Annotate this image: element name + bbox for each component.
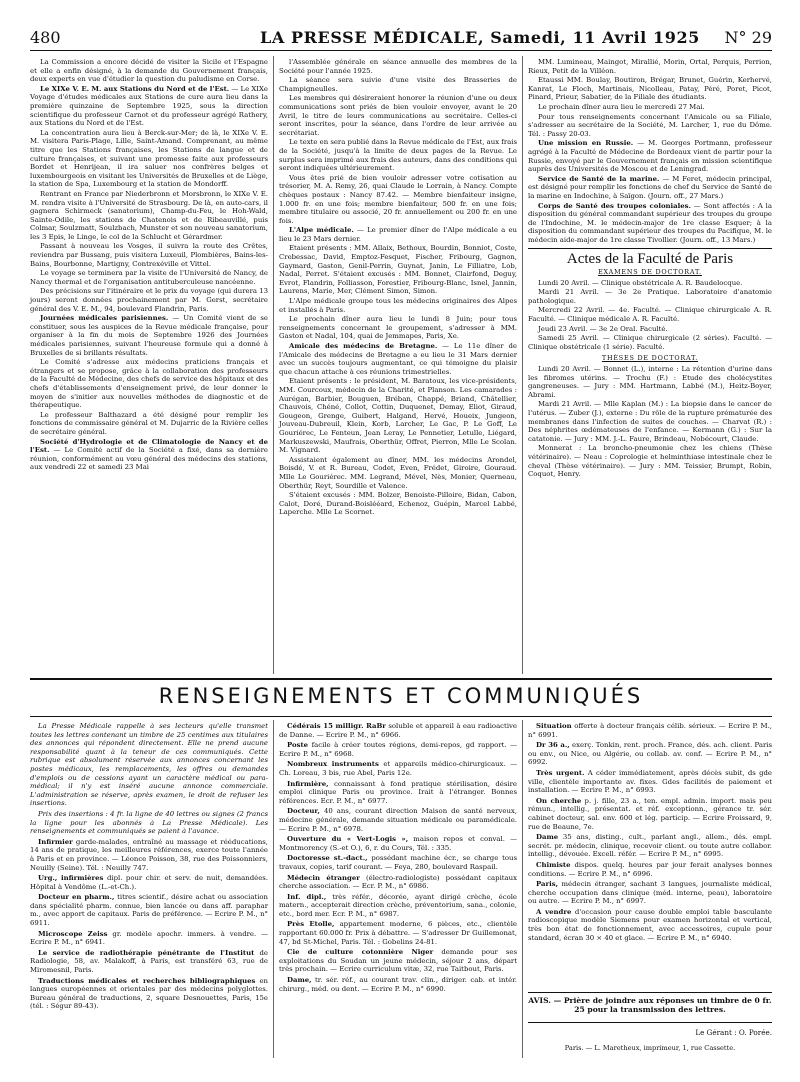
paragraph-text: Le prochain dîner aura lieu le lundi 8 Juin; pour tous renseignements concernant le groupement, s'adresser à MM. Gaston et Nadal, 104, quai de Jemmapes, Paris, Xe. — [279, 315, 517, 341]
ads-column-3 — [528, 722, 772, 944]
column-divider — [522, 720, 523, 1058]
news-paragraph — [528, 103, 772, 112]
section-banner: RENSEIGNEMENTS ET COMMUNIQUÉS — [158, 684, 644, 708]
classified-ad — [30, 722, 268, 808]
news-paragraph — [528, 76, 772, 102]
ad-text: d'occasion pour cause double emploi table basculante radioscopique modèle Siemens pour examen horizontal et vertical, très bon état de fonctionnement, avec accessoires, cupule pour standard, écran 30 × 40 et glace. — Ecrire P. M., n° 6940. — [528, 907, 772, 942]
paragraph-text: La séance sera suivie d'une visite des Brasseries de Champigneulles. — [279, 76, 517, 93]
column-divider — [273, 720, 274, 1058]
ad-text: La Presse Médicale rappelle à ses lecteurs qu'elle transmet toutes les lettres contenant un timbre de 25 centimes aux titulaires des annonces qui répondent directement. Elle ne prend aucune responsabilité quant à la teneur de ces communiqués. Cette rubrique est absolument réservée aux annonces concernant les postes médicaux, les remplacements, les offres ou demandes d'emplois ou de cessions ayant un caractère médical ou para-médical; il n'y est inséré aucune annonce commerciale. L'administration se réserve, après examen, le droit de refuser les insertions. — [30, 722, 268, 808]
ads-column-1 — [30, 722, 268, 1013]
paragraph-text: — M. Georges Portmann, professeur agrégé à la Faculté de Médecine de Bordeaux vient de partir pour la Russie, envoyé par le Gouvernement français en mission scientifique auprès des Universités de Moscou et de Leningrad. — [528, 139, 773, 174]
ad-lead: Doctoresse st.-dact., — [287, 854, 368, 863]
paragraph-text: Passant à nouveau les Vosges, il suivra la route des Crêtes, reviendra par Bussang, puis visitera Luxeuil, Plombières, Bains-les-Bains, Bourbonne, Martigny, Contrexéville et Vittel. — [30, 242, 268, 268]
ad-lead: Près Etolle, — [287, 920, 335, 929]
classified-ad — [30, 977, 268, 1011]
ad-text: A céder immédiatement, après décès subit, ds gde ville, clientèle importante av. fixes. Gdes facilités de paiement et installation. — Ecrire P. M., n° 6993. — [528, 768, 772, 795]
news-paragraph — [30, 129, 268, 189]
ad-lead: Situation — [536, 722, 572, 730]
classified-ad — [279, 780, 517, 806]
printer-line: Paris. — L. Maretheux, imprimeur, 1, rue Cassette. — [564, 1044, 736, 1052]
classified-ad — [279, 835, 517, 852]
classified-ad — [30, 930, 268, 947]
paragraph-text: Assistaient également au dîner, MM. les médecins Arondel, Boisdé, V. et R. Bureau, Codet, Even, Frédet, Giroire, Gouraud. Mlle Le Gouriérec. MM. Legrand, Mével, Nès, Monier, Querneau, Oberthür, Reyt, Sourdille et Valence. — [279, 455, 517, 490]
ad-text: titres scientif., désire achat ou association dans spécialité pharm. connue, bien lancée ou dans aff. paraphar m., avec apport de capitaux. Paris de préférence. — Ecrire P. M., n° 6911. — [30, 893, 268, 928]
ad-lead: Chimiste — [536, 860, 571, 869]
news-paragraph — [279, 377, 517, 454]
theses-title: THÈSES DE DOCTORAT. — [601, 354, 699, 363]
news-column-3 — [528, 58, 772, 480]
paragraph-text: Le Comité s'adresse aux médecins praticiens français et étrangers et se propose, grâce à la collaboration des professeurs de la Faculté de Médecine, des chefs de service des hôpitaux et des chefs d'établissements d'enseignement privé, de leur donner le moyen de s'initier aux nouvelles méthodes de diagnostic et de thérapeutique. — [30, 358, 268, 410]
classified-ad — [279, 722, 517, 739]
list-item: Mercredi 22 Avril. — 4e. Faculté. — Clinique chirurgicale A. R. Faculté. — Clinique médicale A. R. Faculté. — [528, 306, 772, 324]
list-item: Jeudi 23 Avril. — 3e 2e Oral. Faculté. — [538, 324, 668, 333]
ad-lead: Docteur en pharm., — [38, 893, 115, 902]
ad-text: très référ., décorée, ayant dirigé crèche, école matern., accepterait direction crèche, préventorium, sana., colonie, etc., bord mer. Ecr. P. M., n° 6987. — [279, 892, 518, 918]
ad-lead: Dame — [536, 833, 559, 842]
ad-text: 40 ans, courant direction Maison de santé nerveux, médecine générale, demande situation médicale ou paramédicale. — Ecrire P. M., n° 6978. — [279, 807, 517, 833]
ad-text: et appareils médico-chirurgicaux. — Ch. Loreau, 3 bis, rue Abel, Paris 12e. — [279, 760, 517, 777]
news-paragraph — [279, 174, 517, 226]
ad-text: connaissant à fond pratique stérilisation, désire emploi clinique Paris ou province. Irait à l'étranger. Bonnes références. Ecr. P. M., n° 6977. — [279, 779, 518, 805]
classified-ad — [30, 949, 268, 975]
section-heading: Amicale des médecins de Bretagne. — [289, 342, 438, 350]
ad-text: 35 ans, disting., cult., parlant angl., allem., dés. empl. secrét. pr. médecin, clinique, recevoir client. ou toute autre collabor. intellig., dévouée. Excell. référ. — Ecrire P. M., n° 6995. — [528, 833, 772, 859]
classified-ad — [528, 861, 772, 878]
paragraph-text: Des précisions sur l'itinéraire et le prix du voyage (qui durera 13 jours) seront données prochainement par M. Gerst, secrétaire général des V. E. M., 94, boulevard Flandrin, Paris. — [30, 287, 268, 313]
list-item: Lundi 20 Avril. — Clinique obstétricale A. R. Baudelocque. — [538, 278, 743, 287]
ad-text: p. j. fille, 23 a., ten. empl. admin. import. mais peu rémun., intellig., présentat. et réf. exceptionn., gérance tr. sér. cabinet docteur, sal. env. 600 et lég. particip. — Ecrire Froissard, 9, rue de Beaune, 7e. — [528, 796, 772, 831]
news-paragraph — [528, 202, 772, 245]
ad-text: demande pour ses exploitations du Soudan un jeune médecin, séjour 2 ans, départ très prochain. — Ecrire curriculum vitæ, 32, rue Taitbout, Paris. — [279, 948, 517, 974]
classified-ad — [279, 807, 517, 833]
paragraph-text: S'étaient excusés : MM. Bolzer, Benoiste-Pilloire, Bidan, Cabon, Calot, Doré, Durand-Boislééard, Echenoz, Guépin, Marcel Labbé, Laperche. Mlle Le Scornet. — [279, 491, 517, 517]
news-paragraph — [279, 138, 517, 172]
list-item: Mardi 21 Avril. — 3e 2e Pratique. Laboratoire d'anatomie pathologique. — [528, 288, 772, 305]
column-divider — [522, 56, 523, 674]
section-rule — [30, 716, 772, 717]
news-paragraph — [30, 438, 268, 472]
news-paragraph — [30, 411, 268, 437]
paragraph-text: — Le premier dîner de l'Alpe médicale a eu lieu le 23 Mars dernier. — [279, 226, 517, 243]
paragraph-text: La Commission a encore décidé de visiter la Sicile et l'Espagne et elle a enfin désigné, à la demande du Gouvernement français, deux experts en vue d'étudier la question du paludisme en Corse. — [30, 58, 268, 84]
ad-lead: Paris, — [536, 880, 558, 889]
news-paragraph — [279, 491, 517, 517]
classified-ad — [528, 769, 772, 795]
header-rule — [30, 50, 772, 51]
news-column-1 — [30, 58, 268, 473]
avis-rule — [528, 992, 772, 993]
news-paragraph — [30, 85, 268, 128]
classified-ad — [528, 908, 772, 942]
exam-list — [528, 279, 772, 352]
section-heading: Service de Santé de la marine. — [538, 174, 660, 183]
paragraph-text: Etaient présents : MM. Allaix, Bethoux, Bourdin, Bonniot, Coste, Crebessac, David, Emptoz-Fesquet, Fischer, Fribourg, Gagnon, Gaymard, Gaston, Genil-Perrin, Guynat, Janin, Le Filliatre, Lob, Nadal, Perret. S'étaient excusés : MM. Bonnet, Clairfond, Deguy, Evrot, Flandrin, Folliasson, Forestier, Fribourg-Blanc, Isnel, Jannin, Laurens, Marie, Mer, Clément Simon, Simon. — [279, 244, 517, 296]
news-paragraph — [279, 456, 517, 490]
news-paragraph — [279, 226, 517, 243]
section-heading: L'Alpe médicale. — [289, 226, 354, 235]
section-rule — [30, 678, 772, 680]
news-paragraph — [30, 314, 268, 357]
classified-ad — [528, 797, 772, 831]
ad-text: soluble et appareil à eau radioactive de Danne. — Ecrire P. M., n° 6966. — [279, 722, 517, 739]
paragraph-text: Vous êtes prié de bien vouloir adresser votre cotisation au trésorier, M. A. Remy, 26, quai Claude le Lorrain, à Nancy. Compte chèques postaux : Nancy 87.42. — Membre bienfaiteur insigne, 1.000 fr. en une fois; membre bienfaiteur, 500 fr. en une fois; membre titulaire ou associé, 20 fr. annuellement ou 200 fr. en une fois. — [279, 173, 517, 225]
paragraph-text: — Un Comité vient de se constituer, sous les auspices de la Revue médicale française, pour organiser à la fin du mois de Septembre 1926 des Journées médicales parisiennes, suivant l'heureuse formule qui a donné à Bruxelles de si brillants résultats. — [30, 314, 268, 357]
classified-ad — [528, 833, 772, 859]
ad-text: exerç. Tonkin, rent. proch. France, dés. ach. client. Paris ou env., ou Nice, ou Algérie, ou collab. av. conf. — Ecrire P. M., n° 6992. — [528, 741, 772, 767]
list-item: Mardi 21 Avril. — Mlle Kaplan (M.) : La biopsie dans le cancer de l'utérus. — Zuber (J.), externe : Du rôle de la rupture prématurée des membranes dans l'infection de suites de couches. — Charvat (R.) : Des néphrites œdémateuses de l'enfance. — Kermann (G.) : Sur la catatonie. — Jury : MM. J.-L. Faure, Brindeau, Nobécourt, Claude. — [528, 400, 772, 443]
ad-lead: Docteur, — [287, 807, 320, 816]
page-number: 480 — [30, 28, 61, 47]
paragraph-text: Le professeur Balthazard a été désigné pour remplir les fonctions de commissaire général et M. Dujarric de la Rivière celles de secrétaire général. — [30, 410, 268, 436]
paragraph-text: La concentration aura lieu à Berck-sur-Mer; de là, le XIXe V. E. M. visitera Paris-Plage, Lille, Saint-Amand. Comprenant, au même titre que les Stations françaises, les Stations de langue et de culture françaises, et suivant une promesse faite aux professeurs Bordet et Henrijean, il ira saluer nos confrères belges et luxembourgeois en visitant les Universités de Bruxelles et de Liège, la station de Spa, Luxembourg et la station de Mondorff. — [30, 128, 268, 189]
news-paragraph — [528, 113, 772, 139]
ad-text: dispos. quelq. heures par jour ferait analyses bonnes conditions. — Ecrire P. M., n° 6996. — [528, 860, 772, 878]
section-heading: Société d'Hydrologie et de Climatologie de Nancy et de l'Est. — [30, 437, 268, 455]
ad-lead: Dame, — [287, 976, 312, 985]
ad-text: appartement moderne, 6 pièces, etc., clientèle rapportant 60.000 fr. Prix à débattre. — S'adresser Dr Guillemonat, 47, bd St-Michel, Paris. Tél. : Gobelins 24-81. — [279, 920, 517, 946]
classified-ad — [279, 854, 517, 871]
ad-lead: Urg., infirmières — [38, 874, 104, 883]
ad-text: en langues européennes et orientales par des médecins polyglottes. Bureau général de traductions, 2, square Desnouettes, Paris, 15e (tél. : Ségur 89-43). — [30, 976, 268, 1011]
ad-lead: Très urgent. — [536, 768, 585, 777]
news-column-3-items — [528, 58, 772, 244]
paragraph-text: MM. Lumineau, Maingot, Mirallié, Morin, Ortal, Perquis, Perrion, Rieux, Petit de la Villéon. — [528, 58, 772, 75]
classified-ad — [279, 920, 517, 946]
section-heading: Journées médicales parisiennes. — [40, 314, 169, 323]
classified-ad — [279, 893, 517, 919]
paragraph-text: — M Feret, médecin principal, est désigné pour remplir les fonctions de chef du Service de Santé de la marine en Indochine, à Saïgon. (Journ. off., 27 Mars.) — [528, 174, 772, 200]
classified-ad — [279, 976, 517, 993]
theses-list — [528, 365, 772, 479]
section-heading: Une mission en Russie. — [538, 139, 634, 148]
paragraph-text: Le voyage se terminera par la visite de l'Université de Nancy, de Nancy thermal et de l'organisation antituberculeuse nancéenne. — [30, 269, 268, 286]
ad-lead: Poste — [287, 741, 309, 750]
classified-ad — [528, 880, 772, 906]
news-paragraph — [279, 315, 517, 341]
news-paragraph — [279, 244, 517, 296]
ad-lead: Cie de culture cotonnière Niger — [287, 948, 434, 957]
ad-text: possédant machine écr., se charge tous travaux, copies, tarif courant. — Feya, 280, boulevard Raspail. — [279, 854, 517, 871]
ad-text: (électro-radiologiste) possédant capitaux cherche association. — Ecr. P. M., n° 6986. — [279, 873, 517, 891]
column-divider — [273, 56, 274, 674]
paragraph-text: — Le Comité actif de la Société a fixé, dans sa dernière réunion, conformément au vœu général des médecins des stations, aux vendredi 22 et samedi 23 Mai — [30, 446, 268, 472]
classified-ad — [30, 893, 268, 927]
avis-rule — [528, 1022, 772, 1023]
classified-ad — [30, 838, 268, 872]
ad-lead: Microscope Zeiss — [38, 929, 108, 938]
ad-lead: Inf. dipl., — [287, 892, 327, 901]
ad-text: garde-malades, entraîné au massage et rééducations, 14 ans de pratique, les meilleures références, exerce toute l'année à Paris et en province. — Léonce Poisson, 38, rue des Poissonniers, Neuilly (Seine). Tél. : Neuilly 747. — [30, 837, 268, 872]
ad-text: Prix des insertions : 4 fr. la ligne de 40 lettres ou signes (2 francs la ligne pour les abonnés à La Presse Médicale). Les renseignements et communiqués se paient à l'avance. — [30, 809, 268, 836]
news-column-2 — [279, 58, 517, 518]
list-item: Lundi 20 Avril. — Bonnet (L.), interne : La rétention d'urine dans les fibromes utérins. — Trochu (F.) : Etude des cholécystites gangreneuses. — Jury : MM. Hartmann, Labbé (M.), Heitz-Boyer, Abrami. — [528, 365, 772, 399]
paragraph-text: Le prochain dîner aura lieu le mercredi 27 Mai. — [538, 102, 705, 111]
ad-lead: A vendre — [536, 907, 572, 916]
paragraph-text: — Le XIXe Voyage d'études médicales aux Stations de cure aura lieu dans la première quinzaine de Septembre 1925, sous la direction scientifique du professeur Carnot et du professeur agrégé Rathery, aux Stations du Nord et de l'Est. — [30, 84, 268, 128]
gerant-line: Le Gérant : O. Porée. — [695, 1028, 772, 1037]
classified-ad — [528, 741, 772, 767]
classified-ad — [30, 874, 268, 891]
ad-lead: Nombreux instruments — [287, 760, 379, 769]
ad-text: gr. modèle apochr. immers. à vendre. — Ecrire P. M., n° 6941. — [30, 929, 268, 947]
page-header — [30, 28, 772, 48]
paragraph-text: Le texte en sera publié dans la Revue médicale de l'Est, aux frais de la Société, jusqu'à la limite de deux pages de la Revue. Le surplus sera imprimé aux frais des auteurs, dans des conditions qui seront indiquées ultérieurement. — [279, 138, 517, 173]
news-paragraph — [30, 190, 268, 242]
news-paragraph — [279, 58, 517, 75]
classified-ad — [279, 760, 517, 777]
paragraph-text: — Sont affectés : A la disposition du général commandant supérieur des troupes du groupe de l'Indochine, M. le médecin-major de 1re classe Esquer; à la disposition du commandant supérieur des troupes du Pacifique, M. le médecin aide-major de 1re classe Tivollier. (Journ. off., 13 Mars.) — [528, 201, 772, 244]
section-heading: Corps de Santé des troupes coloniales. — [538, 201, 691, 210]
ads-column-2 — [279, 722, 517, 995]
paragraph-text: Pour tous renseignements concernant l'Amicale ou sa Filiale, s'adresser au secrétaire de la Société, M. Larcher, 1, rue du Dôme. Tél. : Passy 20-03. — [528, 112, 772, 138]
ad-lead: Ouverture du « Vert-Logis », — [287, 835, 409, 844]
ad-lead: Dr 36 a., — [536, 741, 570, 750]
ad-text: facile à créer toutes régions, demi-repos, gd rapport. — Ecrire P. M., n° 6968. — [279, 741, 517, 758]
avis-notice: AVIS. — Prière de joindre aux réponses un timbre de 0 fr. 25 pour la transmission des lettres. — [528, 996, 772, 1015]
actes-title: Actes de la Faculté de Paris — [566, 251, 734, 268]
paragraph-text: l'Assemblée générale en séance annuelle des membres de la Société pour l'année 1925. — [279, 58, 517, 75]
news-paragraph — [528, 58, 772, 75]
ad-lead: Infirmier — [38, 837, 73, 846]
ad-text: offerte à docteur français célib. sérieux. — Ecrire P. M., n° 6991. — [528, 722, 772, 739]
ad-lead: Infirmière, — [287, 779, 329, 788]
paragraph-text: — Le 11e dîner de l'Amicale des médecins de Bretagne a eu lieu le 31 Mars dernier avec un succès toujours augmentant, ce qui témoigne du plaisir que chacun attache à ces réunions trimestrielles. — [279, 342, 517, 376]
section-heading: Le XIXe V. E. M. aux Stations du Nord et de l'Est. — [40, 84, 230, 93]
ad-text: de Radiologie, 58, av. Malakoff, à Paris, est transféré 63, rue de Miromesnil, Paris. — [30, 948, 268, 975]
ad-text: médecin étranger, sachant 3 langues, journaliste médical, cherche occupation dans clinique (méd. interne, peau), laboratoire ou autre. — Ecrire P. M., n° 6997. — [528, 880, 772, 906]
ad-lead: Traductions médicales et recherches bibliographiques — [38, 976, 256, 985]
paragraph-text: L'Alpe médicale groupe tous les médecins originaires des Alpes et installés à Paris. — [279, 297, 517, 314]
news-paragraph — [30, 358, 268, 410]
ad-lead: Cédérais 15 milligr. RaBr — [287, 722, 386, 730]
exam-title: EXAMENS DE DOCTORAT. — [598, 268, 702, 277]
news-paragraph — [279, 342, 517, 376]
ad-text: tr. sér. réf., au courant trav. clin., diriger. cab. et intér. chirurg., méd. ou dent. — Ecrire P. M., n° 6990. — [279, 976, 517, 993]
paragraph-text: Rentrant en France par Niederbronn et Morsbronn, le XIXe V. E. M. rendra visite à l'Université de Strasbourg. De là, en auto-cars, il gagnera Schirmeck (sanatorium), Champ-du-Feu, le Hoh-Wald, Sainte-Odile, les stations de Chatenois et de Ribeauvillé, puis Colmar, Soulzmatt, Soulzbach, Munster et son nouveau sanatorium, les 3 Epis, le Linge, le col de la Schlucht et Gérardmer. — [30, 189, 268, 241]
news-paragraph — [279, 76, 517, 93]
news-paragraph — [30, 287, 268, 313]
news-paragraph — [528, 139, 772, 173]
list-item: Monnerat : La broncho-pneumonie chez les chiens (Thèse vétérinaire). — Neau : Coprologie et helminthiase intestinale chez le cheval (Thèse vétérinaire). — Jury : MM. Teissier, Brumpt, Robin, Coquot, Henry. — [528, 444, 772, 479]
issue-number: N° 29 — [724, 28, 772, 47]
classified-ad — [528, 722, 772, 739]
journal-title: LA PRESSE MÉDICALE, Samedi, 11 Avril 1925 — [260, 28, 700, 47]
ad-text: dipl. pour chir. et serv. de nuit, demandées. Hôpital à Vendôme (L.-et-Ch.). — [30, 874, 268, 891]
news-paragraph — [30, 269, 268, 286]
news-paragraph — [528, 175, 772, 201]
ad-lead: Le service de radiothérapie pénétrante de l'Institut — [38, 948, 255, 957]
ad-text: maison repos et conval. — Montmorency (S.-et O.), 6, r. du Cours, Tél. : 335. — [279, 835, 517, 852]
news-paragraph — [30, 58, 268, 84]
classified-ad — [279, 874, 517, 891]
news-paragraph — [30, 242, 268, 268]
ad-lead: Médecin étranger — [287, 873, 360, 882]
classified-ad — [279, 948, 517, 974]
actes-rule — [528, 248, 772, 249]
paragraph-text: Etaient présents : le président, M. Baratoux, les vice-présidents, MM. Courcoux, médecin de la Charité, et Planson. Les camarades : Aurégan, Barbier, Bouguen, Bréban, Chappé, Briand, Châtellier, Chauvois, Chéné, Collot, Cottin, Duquenet, Demay, Eliot, Giraud, Gougeon, Grenge, Guibert, Halgand, Hervé, Houeix, Jungeon, Jouveau-Dubreuil, Klein, Korb, Larcher, Le Gac, P. Le Goff, Le Gouriérec, Le Fenteun, Jean Leray, Le Pennetier, Letulle, Liégard, Markuszewski, Maufrais, Oberthür, Offret, Pierron, Mlle Le Scolan. M. Vignard. — [279, 377, 517, 455]
paragraph-text: Les membres qui désireraient honorer la réunion d'une ou deux communications sont priés de bien vouloir envoyer, avant le 20 Avril, le titre de leurs communications au secrétaire. Celles-ci seront inscrites, pour la séance, dans l'ordre de leur arrivée au secrétariat. — [279, 94, 517, 137]
news-paragraph — [279, 94, 517, 137]
classified-ad — [30, 810, 268, 836]
ad-lead: On cherche — [536, 796, 582, 805]
paragraph-text: Etaussi MM. Boulay, Boutiron, Brégar, Brunet, Guérin, Kerhervé, Kanrat, Le Floch, Martinais, Nicolleau, Patay, Péré, Poret, Picot, Pinard, Prieur, Sabatier, de la Filiale des étudiants. — [528, 76, 772, 102]
list-item: Samedi 25 Avril. — Clinique chirurgicale (2 séries). Faculté. — Clinique obstétricale (1 série). Faculté. — [528, 334, 772, 351]
news-paragraph — [279, 297, 517, 314]
classified-ad — [279, 741, 517, 758]
